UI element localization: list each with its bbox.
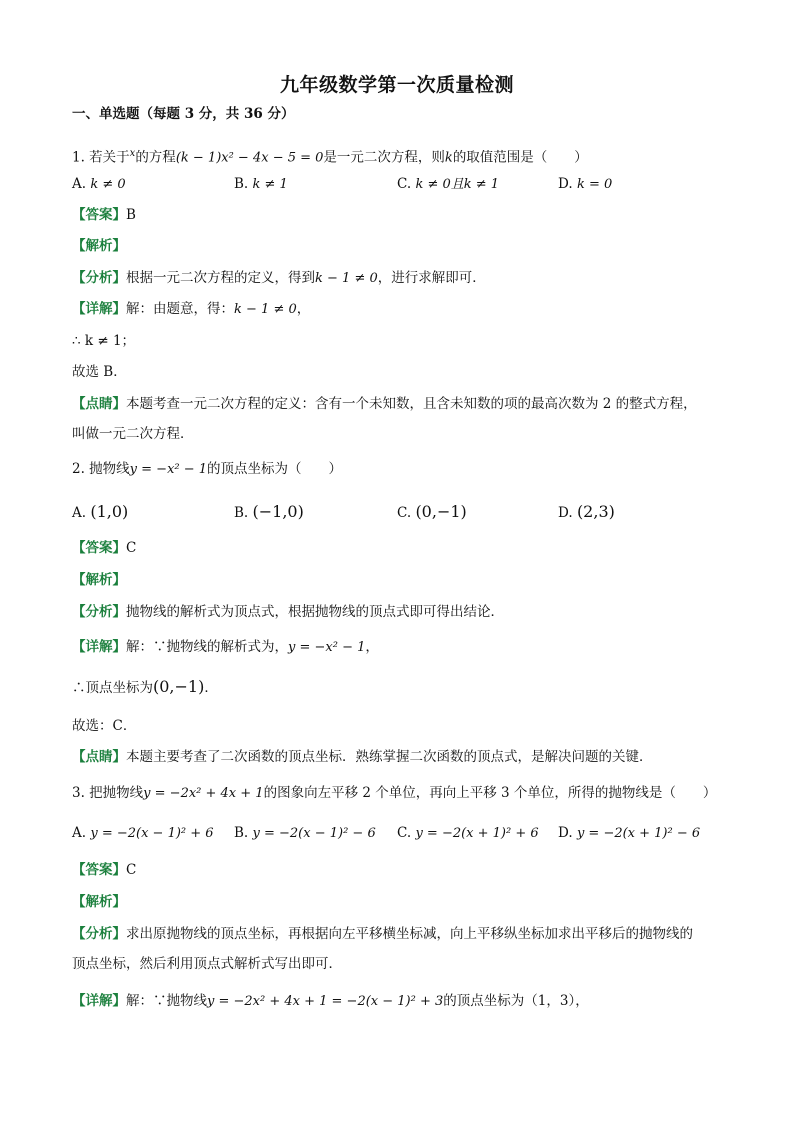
q2-stem: 2. 抛物线y = −x² − 1的顶点坐标为（ ） xyxy=(72,461,343,477)
q2-dianjing: 【点睛】本题主要考查了二次函数的顶点坐标．熟练掌握二次函数的顶点式，是解决问题的关键． xyxy=(72,749,653,765)
q1-option-d: D. k = 0 xyxy=(558,176,613,192)
q1-analysis-heading: 【解析】 xyxy=(72,238,126,254)
q1-therefore: ∴ k ≠ 1； xyxy=(72,333,136,349)
q3-fenxi-line2: 顶点坐标，然后利用顶点式解析式写出即可． xyxy=(72,956,342,972)
q3-answer: 【答案】C xyxy=(72,862,137,878)
q3-option-d: D. y = −2(x + 1)² − 6 xyxy=(558,825,701,841)
q3-xiangjie: 【详解】解：∵抛物线y = −2x² + 4x + 1 = −2(x − 1)² + 3的顶点坐标为（1，3）， xyxy=(72,993,589,1009)
q3-stem: 3. 把抛物线y = −2x² + 4x + 1的图象向左平移 2 个单位，再向上平移 3 个单位，所得的抛物线是（ ） xyxy=(72,785,717,801)
q2-option-d: D. (2,3) xyxy=(558,502,615,521)
q3-options xyxy=(72,822,734,844)
q1-answer: 【答案】B xyxy=(72,207,136,223)
q1-var-x: x xyxy=(129,148,136,159)
q2-fenxi: 【分析】抛物线的解析式为顶点式，根据抛物线的顶点式即可得出结论． xyxy=(72,604,504,620)
section-heading: 一、单选题（每题 3 分，共 36 分） xyxy=(72,106,295,122)
q2-analysis-heading: 【解析】 xyxy=(72,572,126,588)
q2-option-a: A. (1,0) xyxy=(72,502,129,521)
q3-analysis-heading: 【解析】 xyxy=(72,894,126,910)
q1-option-c: C. k ≠ 0且k ≠ 1 xyxy=(397,176,500,192)
page-title: 九年级数学第一次质量检测 xyxy=(279,74,514,96)
q2-choose: 故选：C． xyxy=(72,718,137,734)
q2-equation: y = −x² − 1 xyxy=(129,462,208,477)
q1-equation: (k − 1)x² − 4x − 5 = 0 xyxy=(175,150,324,166)
q1-stem: 1. 若关于$^x$的方程(k − 1)x² − 4x − 5 = 0是一元二次方程，则k的取值范围是（ ） xyxy=(72,148,588,166)
q2-options xyxy=(72,501,734,523)
q1-options xyxy=(72,173,734,195)
q3-option-a: A. y = −2(x − 1)² + 6 xyxy=(72,825,214,841)
q2-option-b: B. (−1,0) xyxy=(234,502,304,521)
q2-therefore: ∴顶点坐标为(0,−1)． xyxy=(72,677,218,696)
q2-xiangjie: 【详解】解：∵抛物线的解析式为，y = −x² − 1， xyxy=(72,639,379,655)
q3-fenxi: 【分析】求出原抛物线的顶点坐标，再根据向左平移横坐标减，向上平移纵坐标加求出平移后的抛物线的 xyxy=(72,926,693,942)
q3-equation: y = −2x² + 4x + 1 xyxy=(143,786,264,801)
q1-option-a: A. k ≠ 0 xyxy=(72,176,126,192)
q3-option-b: B. y = −2(x − 1)² − 6 xyxy=(234,825,376,841)
q2-answer: 【答案】C xyxy=(72,540,137,556)
q3-option-c: C. y = −2(x + 1)² + 6 xyxy=(397,825,539,841)
q1-option-b: B. k ≠ 1 xyxy=(234,176,288,192)
q1-fenxi: 【分析】根据一元二次方程的定义，得到k − 1 ≠ 0，进行求解即可． xyxy=(72,270,486,286)
q1-dianjing-line2: 叫做一元二次方程． xyxy=(72,426,194,442)
q1-xiangjie: 【详解】解：由题意，得：k − 1 ≠ 0， xyxy=(72,301,311,317)
q1-var-k: k xyxy=(444,150,453,166)
q1-choose: 故选 B． xyxy=(72,364,127,380)
q1-dianjing: 【点睛】本题考查一元二次方程的定义：含有一个未知数，且含未知数的项的最高次数为 2 的整式方程， xyxy=(72,396,697,412)
q2-option-c: C. (0,−1) xyxy=(397,502,467,521)
